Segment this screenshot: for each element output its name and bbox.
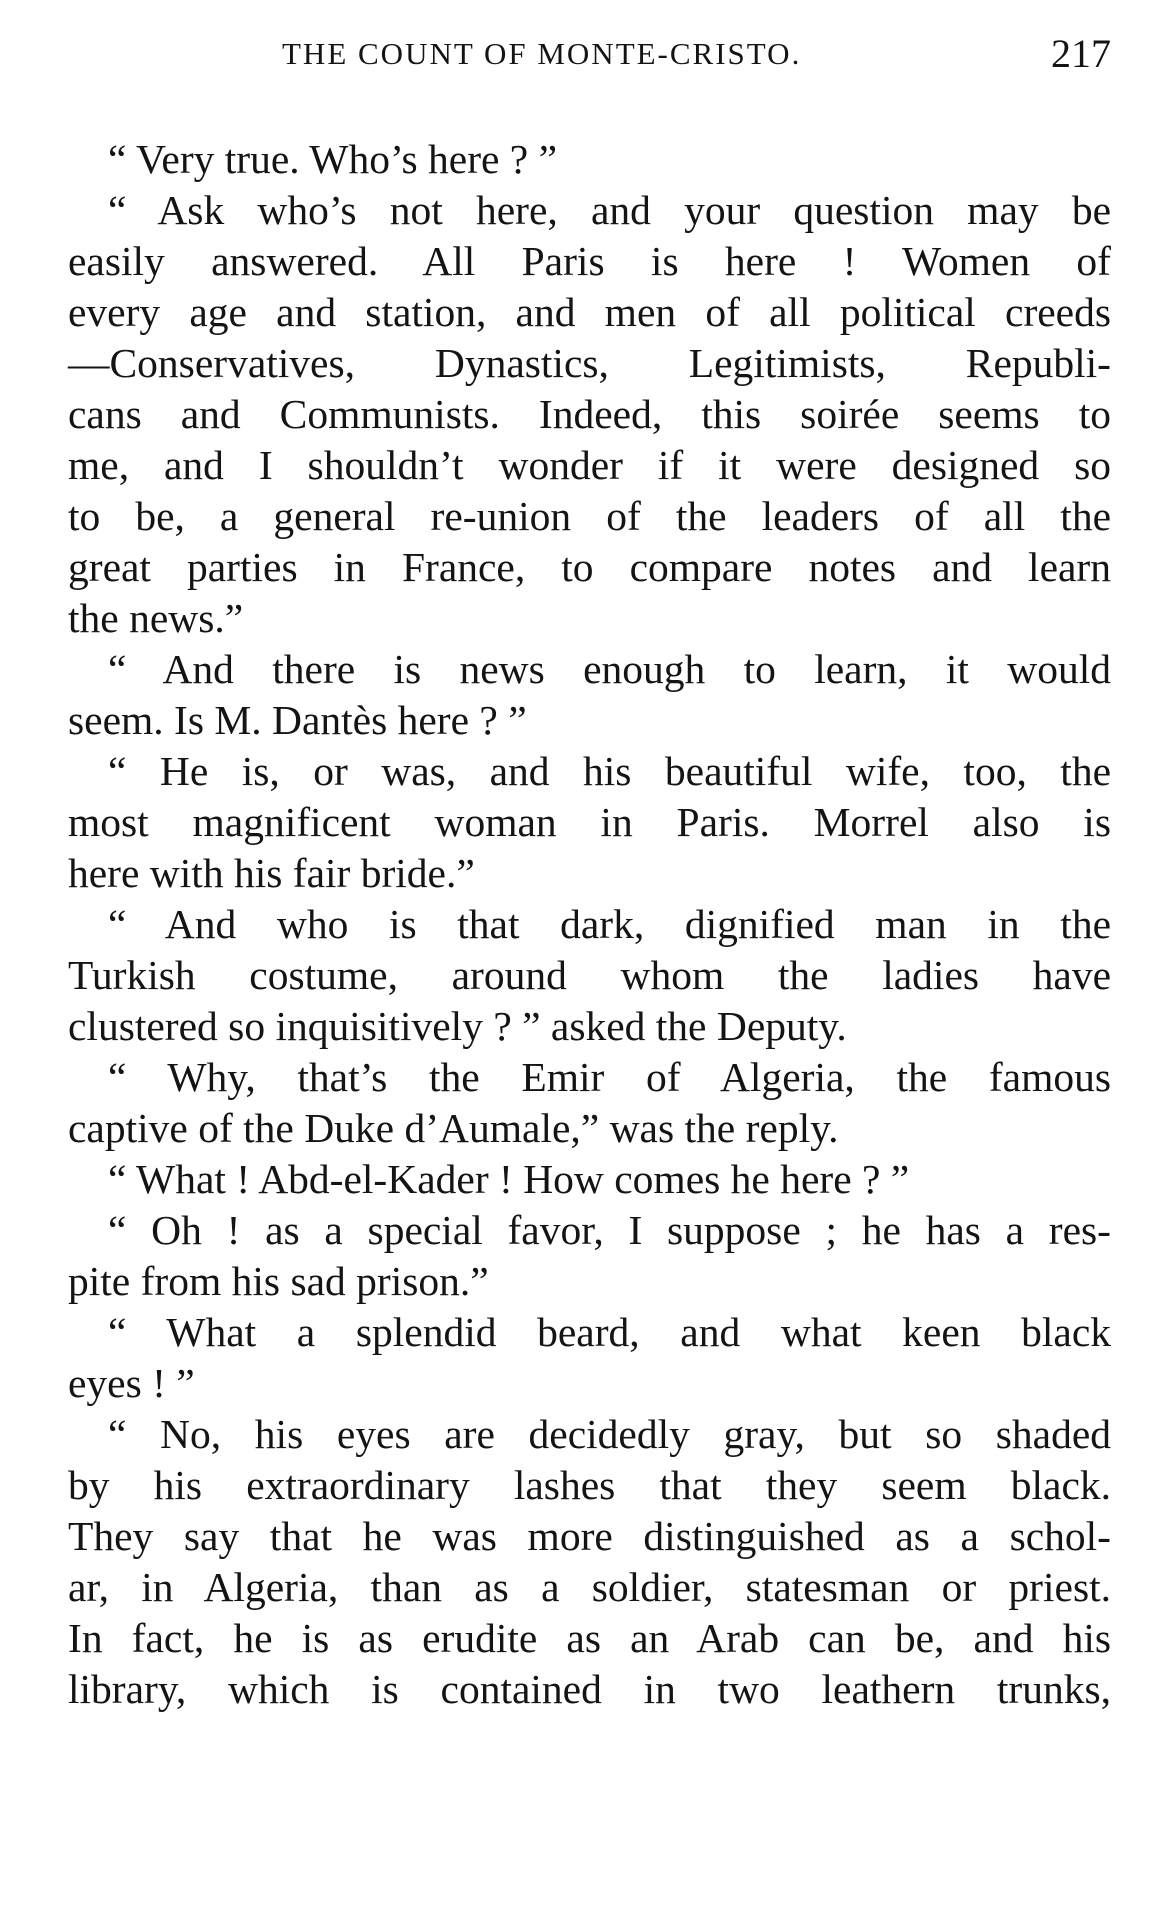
- text-line: easily answered. All Paris is here ! Women of: [68, 238, 1111, 284]
- paragraph: [68, 1205, 1111, 1307]
- text-line: library, which is contained in two leathern trunks,: [68, 1666, 1111, 1712]
- text-line: —Conservatives, Dynastics, Legitimists, Republi-: [68, 340, 1111, 386]
- paragraph: [68, 1409, 1111, 1715]
- text-line: “ Very true. Who’s here ? ”: [108, 136, 558, 182]
- text-line: great parties in France, to compare notes and learn: [68, 544, 1111, 590]
- text-line: “ What a splendid beard, and what keen black: [108, 1309, 1111, 1355]
- text-line: In fact, he is as erudite as an Arab can be, and his: [68, 1615, 1111, 1661]
- text-line: every age and station, and men of all political creeds: [68, 289, 1111, 335]
- text-line: “ And there is news enough to learn, it would: [108, 646, 1111, 692]
- text-line: clustered so inquisitively ? ” asked the Deputy.: [68, 1003, 847, 1049]
- paragraph: [68, 1154, 1111, 1205]
- paragraph: [68, 644, 1111, 746]
- text-line: me, and I shouldn’t wonder if it were designed so: [68, 442, 1111, 488]
- paragraph: [68, 1307, 1111, 1409]
- text-line: “ No, his eyes are decidedly gray, but so shaded: [108, 1411, 1111, 1457]
- text-line: most magnificent woman in Paris. Morrel also is: [68, 799, 1111, 845]
- text-line: “ And who is that dark, dignified man in the: [108, 901, 1111, 947]
- text-line: Turkish costume, around whom the ladies have: [68, 952, 1111, 998]
- running-header: [68, 26, 1111, 82]
- text-line: eyes ! ”: [68, 1360, 195, 1406]
- text-line: captive of the Duke d’Aumale,” was the reply.: [68, 1105, 839, 1151]
- text-line: “ Ask who’s not here, and your question may be: [108, 187, 1111, 233]
- page-number: 217: [1051, 31, 1111, 76]
- text-line: here with his fair bride.”: [68, 850, 475, 896]
- body-text: [68, 134, 1111, 1715]
- text-line: by his extraordinary lashes that they seem black.: [68, 1462, 1111, 1508]
- text-line: “ He is, or was, and his beautiful wife, too, the: [108, 748, 1111, 794]
- text-line: ar, in Algeria, than as a soldier, statesman or priest.: [68, 1564, 1111, 1610]
- paragraph: [68, 746, 1111, 899]
- paragraph: [68, 185, 1111, 644]
- text-line: “ Oh ! as a special favor, I suppose ; he has a res-: [108, 1207, 1111, 1253]
- paragraph: [68, 134, 1111, 185]
- running-title: THE COUNT OF MONTE-CRISTO.: [282, 36, 802, 71]
- text-line: to be, a general re-union of the leaders of all the: [68, 493, 1111, 539]
- text-line: “ What ! Abd-el-Kader ! How comes he here ? ”: [108, 1156, 910, 1202]
- text-line: pite from his sad prison.”: [68, 1258, 489, 1304]
- paragraph: [68, 899, 1111, 1052]
- text-line: seem. Is M. Dantès here ? ”: [68, 697, 527, 743]
- paragraph: [68, 1052, 1111, 1154]
- text-line: cans and Communists. Indeed, this soirée seems to: [68, 391, 1111, 437]
- text-line: “ Why, that’s the Emir of Algeria, the famous: [108, 1054, 1111, 1100]
- text-line: They say that he was more distinguished as a schol-: [68, 1513, 1111, 1559]
- text-line: the news.”: [68, 595, 244, 641]
